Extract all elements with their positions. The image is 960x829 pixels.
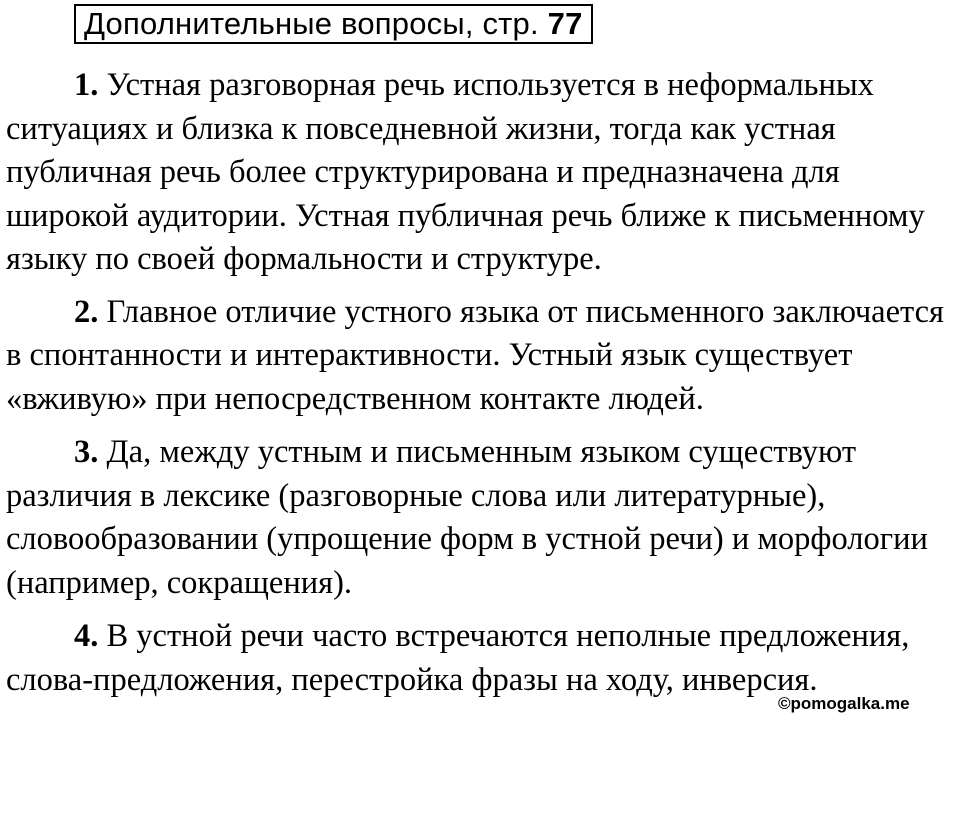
section-title-box xyxy=(74,4,593,44)
answer-1 xyxy=(6,64,956,282)
answer-4 xyxy=(6,615,956,702)
answers-list xyxy=(6,64,956,712)
page-number: 77 xyxy=(547,6,583,41)
answer-2 xyxy=(6,291,956,422)
answer-number: 4. xyxy=(74,618,99,654)
answer-3 xyxy=(6,431,956,605)
answer-text: Главное отличие устного языка от письменного заключается в спонтанности и интерактивности. Устный язык существует «вживую» при непосредственном контакте людей. xyxy=(6,293,945,417)
answer-text: В устной речи часто встречаются неполные предложения, слова-предложения, перестройка фразы на ходу, инверсия. xyxy=(6,618,910,698)
answer-number: 3. xyxy=(74,434,99,470)
watermark: ©pomogalka.me xyxy=(778,694,910,713)
answer-number: 2. xyxy=(74,293,99,330)
answer-text: Да, между устным и письменным языком существуют различия в лексике (разговорные слова или литературные), словообразовании (упрощение форм в устной речи) и морфологии (например, сокращения). xyxy=(6,434,928,601)
answer-text: Устная разговорная речь используется в неформальных ситуациях и близка к повседневной жизни, тогда как устная публичная речь более структурирована и предназначена для широкой аудитории. Устная публичная речь ближе к письменному языку по своей формальности и структуре. xyxy=(6,67,925,277)
answer-number: 1. xyxy=(74,67,99,103)
section-title: Дополнительные вопросы, стр. xyxy=(84,6,539,41)
